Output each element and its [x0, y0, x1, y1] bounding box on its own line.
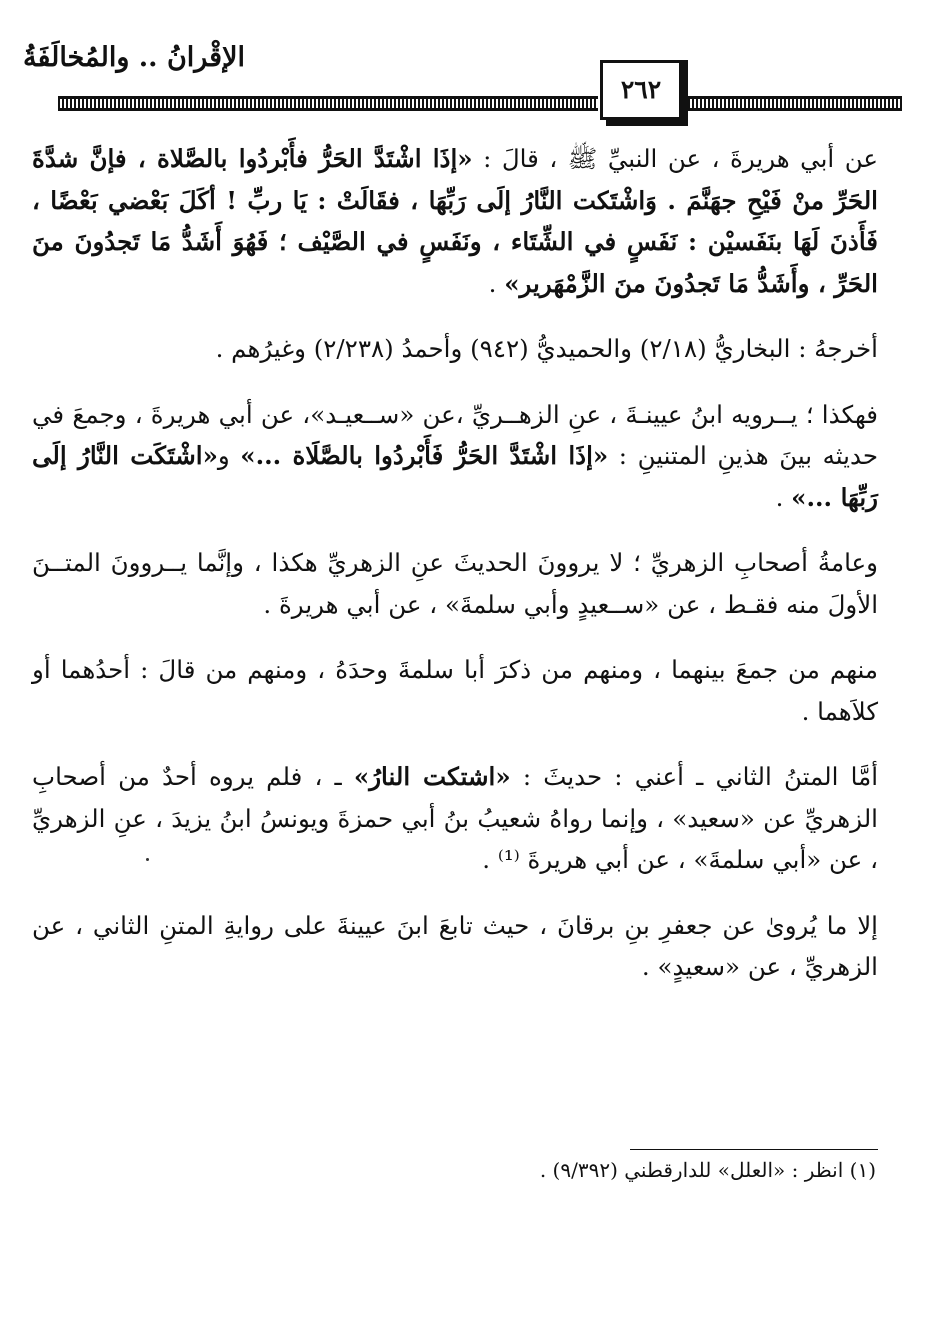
body-text [32, 138, 878, 1012]
paragraph-text: أخرجهُ : البخاريُّ (٢/١٨) والحميديُّ (٩٤٢) وأحمدُ (٢/٢٣٨) وغيرُهم . [215, 334, 878, 363]
scan-speck [146, 858, 149, 861]
paragraph-text: و [217, 441, 241, 470]
paragraph-text: منهم من جمعَ بينهما ، ومنهم من ذكرَ أبا سلمةَ وحدَهُ ، ومنهم من قالَ : أحدُهما أو كلاَهما . [32, 655, 878, 726]
paragraph [32, 905, 878, 988]
hadith-text: «اشتكت النارُ» [353, 762, 511, 791]
paragraph-text: عن أبي هريرةَ ، عن النبيِّ ﷺ ، قالَ : [472, 144, 878, 173]
page-number: ٢٦٢ [600, 60, 682, 120]
paragraph [32, 756, 878, 881]
paragraph [32, 328, 878, 370]
footnote: (١) انظر : «العلل» للدارقطني (٩/٣٩٢) . [539, 1158, 876, 1182]
paragraph-text: إلا ما يُروىٰ عن جعفرِ بنِ برقانَ ، حيث تابعَ ابنَ عيينةَ على روايةِ المتنِ الثاني ، عن الزهريِّ ، عن «سعيدٍ» . [32, 910, 878, 981]
paragraph-text: ـ ، فلم يروه أحدٌ من أصحابِ الزهريِّ عن «سعيد» ، وإنما رواهُ شعيبُ بنُ أبي حمزةَ ويونسُ ابنُ يزيدَ ، عنِ الزهريِّ ، عن «أبي سلمةَ» ، عن أبي هريرةَ ⁽¹⁾ . [32, 762, 878, 874]
hadith-text: «اشْتَكَت النَّارُ إلَى رَبِّهَا ...» [32, 441, 878, 512]
running-title: الإقْرانُ .. والمُخالَفَةُ [22, 42, 245, 73]
header-rule-right [684, 96, 902, 111]
paragraph [32, 138, 878, 304]
paragraph-text: . [775, 482, 792, 512]
paragraph-text: وعامةُ أصحابِ الزهريِّ ؛ لا يروونَ الحديثَ عنِ الزهريِّ هكذا ، وإنَّما يــروونَ المتــنَ الأولَ منه فقـط ، عن «ســعيدٍ وأبي سلمةَ» ، عن أبي هريرةَ . [32, 548, 878, 619]
paragraph-text: أمَّا المتنُ الثاني ـ أعني : حديثَ : [510, 762, 879, 791]
hadith-text: «إذَا اشْتَدَّ الحَرُّ فَأَبْردُوا بالصَّلَاة ...» [240, 441, 609, 470]
paragraph [32, 542, 878, 625]
paragraph [32, 649, 878, 732]
paragraph-text: . [488, 268, 505, 298]
footnote-divider [630, 1149, 878, 1150]
header-rule-left [58, 96, 598, 111]
paragraph-text: فهكذا ؛ يــرويه ابنُ عيينـةَ ، عنِ الزهــريِّ ،عن «ســعيـد»، عن أبي هريرةَ ، وجمعَ في حديثه بينَ هذينِ المتنينِ : [32, 399, 878, 470]
hadith-text: «إذَا اشْتَدَّ الحَرُّ فأَبْردُوا بالصَّلاة ، فإنَّ شدَّةَ الحَرِّ منْ فَيْحِ جهَنَّمَ . وَاشْتَكت النَّارُ إلَى رَبِّهَا ، فقَالَتْ : يَا ربِّ ! أكَلَ بَعْضي بَعْضًا ، فَأَذنَ لَهَا بنَفَسيْن : نَفَسٍ في الشِّتَاء ، ونَفَسٍ في الصَّيْف ؛ فَهُوَ أَشَدُّ مَا تَجدُونَ منَ الحَرِّ ، وأَشَدُّ مَا تَجدُونَ منَ الزَّمْهَرير» [32, 144, 878, 298]
paragraph [32, 394, 878, 519]
